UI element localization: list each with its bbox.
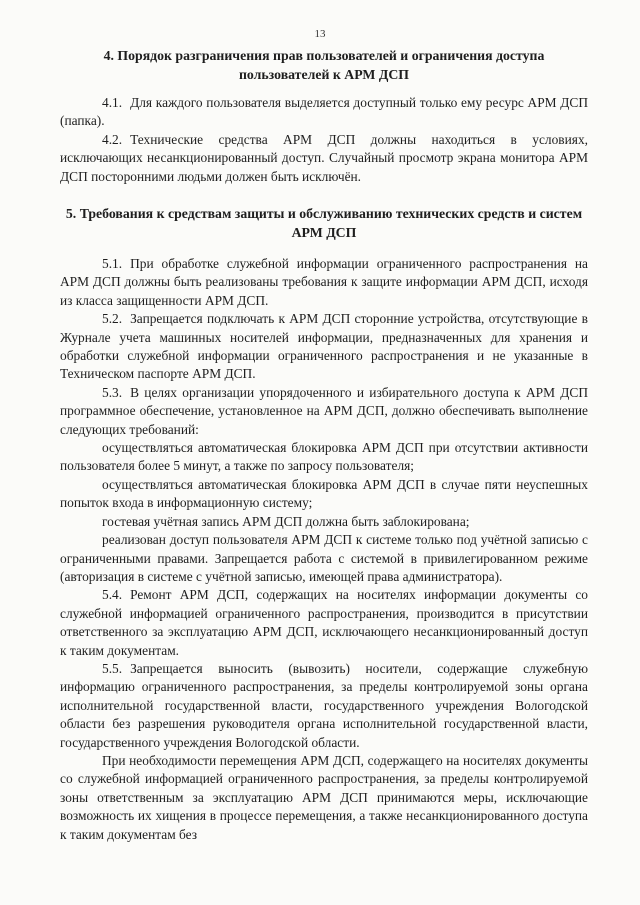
paragraph-text: осуществляться автоматическая блокировка АРМ ДСП в случае пяти неуспешных попыток входа в информационную систему;: [60, 476, 588, 511]
paragraph-text: гостевая учётная запись АРМ ДСП должна быть заблокирована;: [102, 513, 470, 529]
paragraph-text: Для каждого пользователя выделяется доступный только ему ресурс АРМ ДСП (папка).: [60, 95, 588, 129]
paragraph-text: Запрещается выносить (вывозить) носители, содержащие служебную информацию ограниченного распространения, за пределы контролируемой зоны органа исполнительной государственной власти, государственного учреждения Вологодской области без разрешения руководителя органа исполнительной государственной власти, государственного учреждения Вологодской области.: [60, 660, 588, 750]
paragraph-5-3: [60, 384, 588, 439]
paragraph-5-1: [60, 255, 588, 310]
paragraph-text: При необходимости перемещения АРМ ДСП, содержащего на носителях документы со служебной информацией ограниченного распространения, за пределы контролируемой зоны ответственным за эксплуатацию АРМ ДСП принимаются меры, исключающие возможность их хищения в процессе перемещения, а также несанкционированного доступа к таким документам без: [60, 752, 588, 842]
paragraph-text: Технические средства АРМ ДСП должны находиться в условиях, исключающих несанкционированный доступ. Случайный просмотр экрана монитора АРМ ДСП посторонними людьми должен быть исключён.: [60, 131, 588, 184]
section-5-body: [60, 255, 588, 844]
paragraph-5-4: [60, 586, 588, 660]
list-item-limited-access: [60, 531, 588, 586]
section-4-heading: 4. Порядок разграничения прав пользователей и ограничения доступа пользователей к АРМ ДСП: [103, 48, 545, 82]
paragraph-text: Запрещается подключать к АРМ ДСП сторонние устройства, отсутствующие в Журнале учета машинных носителей информации, предназначенных для хранения и обработки служебной информации ограниченного распространения и не указанные в Техническом паспорте АРМ ДСП.: [60, 311, 588, 382]
paragraph-relocation: [60, 752, 588, 844]
paragraph-number: 5.4.: [102, 587, 123, 603]
paragraph-text: Ремонт АРМ ДСП, содержащих на носителях информации документы со служебной информацией ограниченного распространения, производится в присутствии ответственного за эксплуатацию АРМ ДСП, исключающего несанкционированный доступ к таким документам.: [60, 587, 588, 658]
paragraph-text: осуществляться автоматическая блокировка АРМ ДСП при отсутствии активности пользователя более 5 минут, а также по запросу пользователя;: [60, 440, 588, 474]
paragraph-text: реализован доступ пользователя АРМ ДСП к системе только под учётной записью с ограниченными правами. Запрещается работа с системой в привилегированном режиме (авторизация в системе с учётной записью, имеющей права администратора).: [60, 532, 588, 584]
section-4-body: [60, 94, 588, 186]
section-5-heading: 5. Требования к средствам защиты и обслуживанию технических средств и систем АРМ ДСП: [65, 206, 583, 240]
paragraph-number: 4.2.: [102, 131, 123, 147]
paragraph-4-2: [60, 131, 588, 186]
paragraph-4-1: [60, 94, 588, 131]
paragraph-text: В целях организации упорядоченного и избирательного доступа к АРМ ДСП программное обеспечение, установленное на АРМ ДСП, должно обеспечивать выполнение следующих требований:: [60, 384, 588, 437]
page-number: 13: [314, 28, 326, 40]
paragraph-number: 5.2.: [102, 311, 123, 327]
paragraph-number: 5.1.: [102, 256, 123, 271]
list-item-auto-lock-failed-logins: [60, 476, 588, 513]
list-item-auto-lock-inactivity: [60, 439, 588, 476]
list-item-guest-account: [60, 513, 588, 531]
paragraph-5-5: [60, 660, 588, 752]
paragraph-number: 5.3.: [102, 384, 123, 400]
paragraph-number: 5.5.: [102, 660, 123, 676]
paragraph-5-2: [60, 310, 588, 384]
paragraph-number: 4.1.: [102, 95, 123, 110]
paragraph-text: При обработке служебной информации ограниченного распространения на АРМ ДСП должны быть реализованы требования к защите информации АРМ ДСП, исходя из класса защищенности АРМ ДСП.: [60, 256, 588, 308]
